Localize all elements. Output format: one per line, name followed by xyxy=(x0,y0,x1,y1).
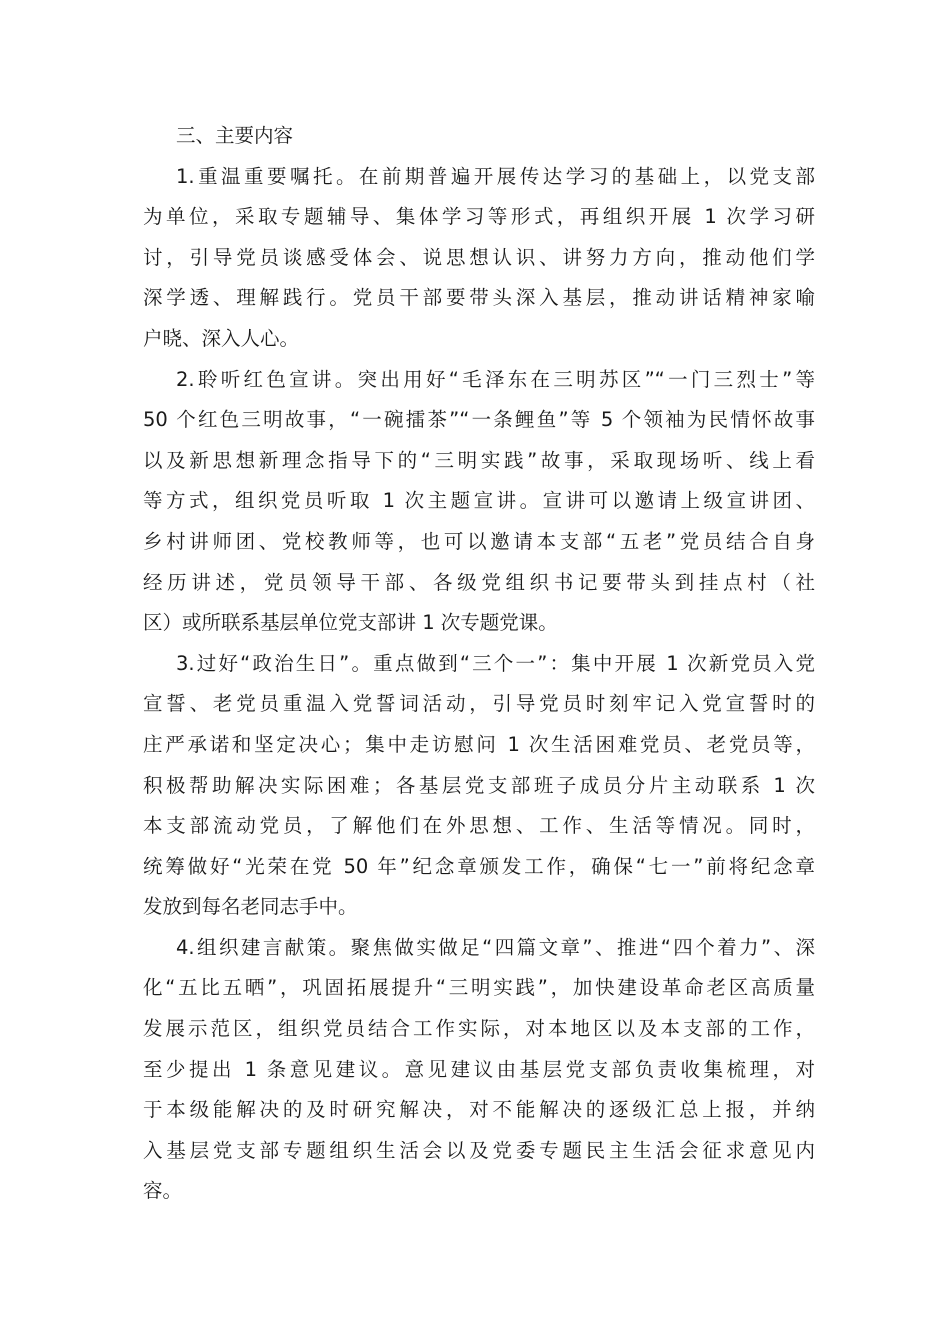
paragraph-1-revisit-instructions xyxy=(143,157,815,360)
paragraph-line: 本支部流动党员，了解他们在外思想、工作、生活等情况。同时， xyxy=(143,814,815,838)
paragraph-line: 乡村讲师团、党校教师等，也可以邀请本支部“五老”党员结合自身 xyxy=(143,529,815,553)
paragraph-line: 区）或所联系基层单位党支部讲 1 次专题党课。 xyxy=(143,611,558,635)
paragraph-line: 发放到每名老同志手中。 xyxy=(143,895,358,919)
paragraph-line: 等方式，组织党员听取 1 次主题宣讲。宣讲可以邀请上级宣讲团、 xyxy=(143,489,815,513)
paragraph-line: 发展示范区，组织党员结合工作实际，对本地区以及本支部的工作， xyxy=(143,1017,815,1041)
paragraph-line: 3.过好“政治生日”。重点做到“三个一”：集中开展 1 次新党员入党 xyxy=(176,651,815,675)
paragraph-line: 2.聆听红色宣讲。突出用好“毛泽东在三明苏区”“一门三烈士”等 xyxy=(176,367,815,391)
document-body xyxy=(143,116,815,1212)
paragraph-line: 宣誓、老党员重温入党誓词活动，引导党员时刻牢记入党宣誓时的 xyxy=(143,692,815,716)
paragraph-line: 统筹做好“光荣在党 50 年”纪念章颁发工作，确保“七一”前将纪念章 xyxy=(143,854,815,878)
paragraph-line: 积极帮助解决实际困难；各基层党支部班子成员分片主动联系 1 次 xyxy=(143,773,815,797)
paragraph-4-suggestions xyxy=(143,928,815,1212)
paragraph-line: 至少提出 1 条意见建议。意见建议由基层党支部负责收集梳理，对 xyxy=(143,1057,815,1081)
section-heading xyxy=(143,116,815,157)
paragraph-line: 讨，引导党员谈感受体会、说思想认识、讲努力方向，推动他们学 xyxy=(143,245,815,269)
paragraph-line: 于本级能解决的及时研究解决，对不能解决的逐级汇总上报，并纳 xyxy=(143,1098,815,1122)
paragraph-line: 户晓、深入人心。 xyxy=(143,326,300,350)
paragraph-line: 4.组织建言献策。聚焦做实做足“四篇文章”、推进“四个着力”、深 xyxy=(176,935,815,959)
paragraph-line: 为单位，采取专题辅导、集体学习等形式，再组织开展 1 次学习研 xyxy=(143,205,815,229)
paragraph-line: 容。 xyxy=(143,1179,183,1203)
paragraph-line: 庄严承诺和坚定决心；集中走访慰问 1 次生活困难党员、老党员等， xyxy=(143,732,815,756)
paragraph-line: 化“五比五晒”，巩固拓展提升“三明实践”，加快建设革命老区高质量 xyxy=(143,976,815,1000)
paragraph-2-red-lectures xyxy=(143,360,815,644)
paragraph-3-political-birthday xyxy=(143,644,815,928)
paragraph-line: 以及新思想新理念指导下的“三明实践”故事，采取现场听、线上看 xyxy=(143,448,815,472)
paragraph-line: 入基层党支部专题组织生活会以及党委专题民主生活会征求意见内 xyxy=(143,1138,815,1162)
paragraph-line: 经历讲述，党员领导干部、各级党组织书记要带头到挂点村（社 xyxy=(143,570,815,594)
paragraph-line: 50 个红色三明故事，“一碗擂茶”“一条鲤鱼”等 5 个领袖为民情怀故事 xyxy=(143,408,815,432)
paragraph-line: 深学透、理解践行。党员干部要带头深入基层，推动讲话精神家喻 xyxy=(143,286,815,310)
section-heading-text: 三、主要内容 xyxy=(176,124,294,147)
paragraph-line: 1.重温重要嘱托。在前期普遍开展传达学习的基础上，以党支部 xyxy=(176,164,815,188)
